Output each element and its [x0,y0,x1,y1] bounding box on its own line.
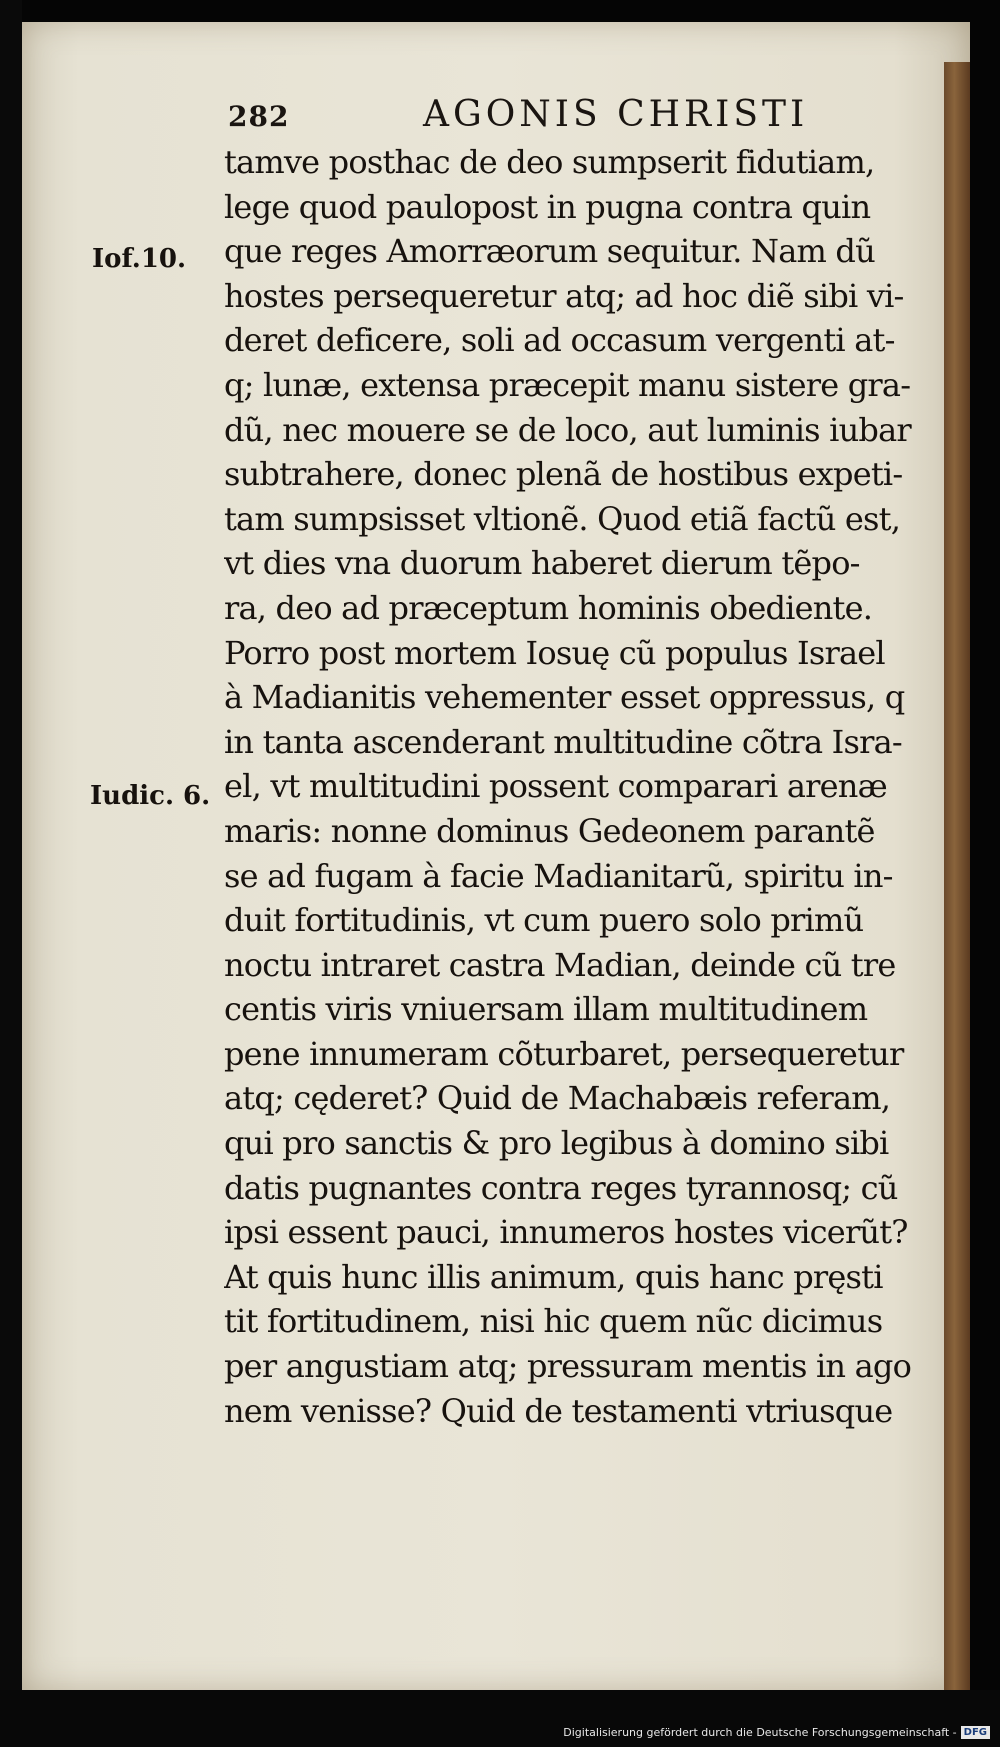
page-number: 282 [228,100,290,133]
text-line: maris: nonne dominus Gedeonem parantẽ [224,811,875,850]
text-line: deret deficere, soli ad occasum vergenti at- [224,321,895,360]
page-edge [944,62,970,1722]
text-line: se ad fugam à facie Madianitarũ, spiritu in- [224,856,893,895]
text-line: noctu intraret castra Madian, deinde cũ tre [224,945,896,984]
text-line: vt dies vna duorum haberet dierum tẽpo- [224,544,860,583]
credit-text: Digitalisierung gefördert durch die Deutsche Forschungsgemeinschaft - [563,1725,957,1739]
text-line: nem venisse? Quid de testamenti vtriusque [224,1391,893,1430]
text-line: lege quod paulopost in pugna contra quin [224,187,871,226]
text-line: At quis hunc illis animum, quis hanc pręsti [224,1257,883,1296]
text-line: per angustiam atq; pressuram mentis in ago [224,1347,912,1386]
text-line: ipsi essent pauci, innumeros hostes vicerũt? [224,1213,908,1252]
text-line: duit fortitudinis, vt cum puero solo primũ [224,901,864,940]
text-line: q; lunæ, extensa præcepit manu sistere gra- [224,365,911,404]
text-line: ra, deo ad præceptum hominis obediente. [224,588,873,627]
margin-note-josue: Iof.10. [92,244,187,274]
text-line: hostes persequeretur atq; ad hoc diẽ sibi vi- [224,276,904,315]
text-line: tamve posthac de deo sumpserit fidutiam, [224,143,875,181]
dfg-logo: DFG [961,1726,990,1739]
text-line: in tanta ascenderant multitudine cõtra Isra- [224,722,902,761]
text-line: subtrahere, donec plenã de hostibus expeti- [224,455,903,494]
text-line: datis pugnantes contra reges tyrannosq; cũ [224,1168,898,1207]
text-line: atq; cęderet? Quid de Machabæis referam, [224,1079,891,1118]
digitization-credit [563,1726,990,1740]
running-title: AGONIS CHRISTI [423,94,809,135]
body-text [224,140,924,1433]
text-line: que reges Amorræorum sequitur. Nam dũ [224,232,875,271]
text-line: tit fortitudinem, nisi hic quem nũc dicimus [224,1302,883,1341]
text-line: à Madianitis vehementer esset oppressus, q [224,678,905,717]
text-line: qui pro sanctis & pro legibus à domino sibi [224,1124,889,1163]
text-line: tam sumpsisset vltionẽ. Quod etiã factũ est, [224,499,901,538]
page-header [228,94,828,138]
text-line: Porro post mortem Iosuę cũ populus Israel [224,633,885,672]
text-line: pene innumeram cõturbaret, persequeretur [224,1034,904,1073]
text-line: dũ, nec mouere se de loco, aut luminis iubar [224,410,911,449]
text-line: centis viris vniuersam illam multitudinem [224,990,868,1029]
scan-left-border [0,0,22,1747]
text-line: el, vt multitudini possent comparari arenæ [224,767,887,806]
margin-note-iudicum: Iudic. 6. [90,781,211,811]
